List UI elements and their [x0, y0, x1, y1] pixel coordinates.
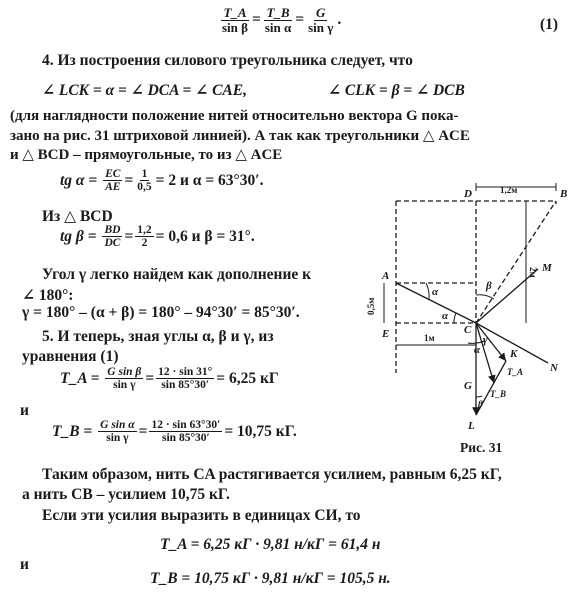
p5-line1: 5. И теперь, зная углы α, β и γ, из: [42, 328, 274, 345]
gamma-line1: Угол γ легко найдем как дополнение к: [42, 266, 312, 283]
tb-fraction: [263, 6, 293, 35]
tgb-n2: 1,2: [137, 224, 152, 236]
tb-eq-eq: =: [138, 422, 148, 440]
label-g: G: [464, 380, 472, 392]
label-beta1: β: [486, 280, 492, 292]
tb-den: sin α: [264, 19, 292, 35]
tgb-lhs: tg β =: [60, 227, 97, 245]
label-d: D: [464, 188, 472, 200]
conclusion-line2: а нить CB – усилием 10,75 кГ.: [22, 486, 230, 503]
label-c: C: [464, 324, 472, 336]
ta-eq-rhs: = 6,25 кГ: [216, 369, 279, 387]
si-and: и: [20, 556, 29, 573]
figure-31: [366, 183, 580, 433]
label-alpha3: α: [474, 344, 481, 356]
label-b: B: [560, 188, 568, 200]
p4-text: 4. Из построения силового треугольника следует, что: [42, 52, 413, 69]
label-l: L: [468, 420, 475, 432]
label-ta: T_A: [507, 367, 524, 377]
paren-line2: зано на рис. 31 штриховой линией). А так как треугольники △ ACE: [10, 128, 470, 144]
ta-eq-eq: =: [145, 369, 155, 387]
tga-rhs: = 2 и α = 63°30′.: [155, 171, 264, 189]
label-k: K: [510, 348, 518, 360]
ta-num: T_A: [223, 5, 247, 20]
tb-equation: [52, 419, 297, 445]
si-tb: T_B = 10,75 кГ · 9,81 н/кГ = 105,5 н.: [150, 570, 391, 587]
label-alpha1: α: [432, 286, 439, 298]
tb-eq-rhs: = 10,75 кГ.: [224, 422, 297, 440]
label-beta2: β: [478, 399, 483, 409]
tga-lhs: tg α =: [60, 171, 98, 189]
tgb-n1: BD: [104, 224, 121, 236]
tb-eq-d1: sin γ: [106, 432, 129, 445]
and-1: и: [20, 402, 29, 419]
ta-equation: [60, 366, 279, 392]
label-a: A: [382, 270, 390, 282]
g-den: sin γ: [308, 19, 334, 35]
p5-line2: уравнения (1): [22, 348, 119, 365]
tgb-d1: DC: [104, 237, 121, 250]
gamma-line3: γ = 180° – (α + β) = 180° – 94°30′ = 85°30′.: [22, 304, 300, 321]
figure-caption: Рис. 31: [460, 440, 503, 455]
ta-eq-lhs: T_A =: [60, 369, 100, 387]
ta-den: sin β: [222, 19, 248, 35]
label-n: N: [550, 362, 558, 374]
equation-1: $\frac{T\_A}{\text{sin β}}$ = $\frac{T\_B}{\text{sin α}}$ = $\frac{G}{\text{sin γ}}$ .: [222, 5, 342, 35]
ta-eq-n2: 12 · sin 31°: [158, 366, 213, 378]
tga-d1: AE: [105, 181, 121, 194]
equation-number: (1): [540, 16, 559, 33]
tb-eq-n1: G sin α: [100, 419, 135, 431]
tb-num: T_B: [266, 5, 290, 20]
label-alpha2: α: [442, 310, 449, 322]
label-e: E: [382, 328, 390, 340]
paren-line1: (для наглядности положение нитей относительно вектора G пока-: [10, 108, 459, 124]
g-fraction: [306, 6, 335, 35]
label-dim-05: 0,5м: [366, 297, 376, 315]
tg-alpha-eq: [60, 168, 263, 194]
eq1-tail: .: [337, 11, 342, 29]
si-ta: T_A = 6,25 кГ · 9,81 н/кГ = 61,4 н: [160, 536, 381, 553]
label-tb: T_B: [490, 389, 507, 399]
p4-angles1: ∠ LCK = α = ∠ DCA = ∠ CAE,: [42, 82, 247, 99]
tb-eq-n2: 12 · sin 63°30′: [151, 419, 221, 431]
label-gamma: γ: [483, 334, 488, 346]
ta-eq-d1: sin γ: [113, 379, 136, 392]
gamma-line2: ∠ 180°:: [22, 287, 74, 304]
tg-beta-eq: [60, 224, 255, 250]
label-dim-1: 1м: [424, 333, 435, 343]
bcd-line: Из △ BCD: [42, 208, 113, 225]
label-dim-2: 2м: [528, 267, 538, 278]
tga-eq: =: [124, 171, 134, 189]
tga-d2: 0,5: [137, 181, 152, 194]
conclusion-line3: Если эти усилия выразить в единицах СИ, то: [42, 507, 361, 524]
ta-eq-d2: sin 85°30′: [161, 379, 210, 392]
p4-angles2: ∠ CLK = β = ∠ DCB: [328, 82, 465, 99]
tga-n1: EC: [105, 168, 121, 180]
ta-eq-n1: G sin β: [107, 366, 142, 378]
paren-line3: и △ BCD – прямоугольные, то из △ ACE: [10, 147, 283, 163]
label-m: M: [542, 262, 552, 274]
tgb-eq: =: [124, 227, 134, 245]
tb-eq-lhs: T_B =: [52, 422, 93, 440]
tgb-rhs: = 0,6 и β = 31°.: [155, 227, 255, 245]
conclusion-line1: Таким образом, нить CA растягивается усилием, равным 6,25 кГ,: [42, 466, 502, 483]
ta-fraction: [220, 6, 250, 35]
g-num: G: [316, 5, 326, 20]
label-dim-12: 1,2м: [500, 185, 518, 195]
tga-n2: 1: [141, 168, 148, 180]
tgb-d2: 2: [141, 237, 148, 250]
tb-eq-d2: sin 85°30′: [162, 432, 210, 445]
